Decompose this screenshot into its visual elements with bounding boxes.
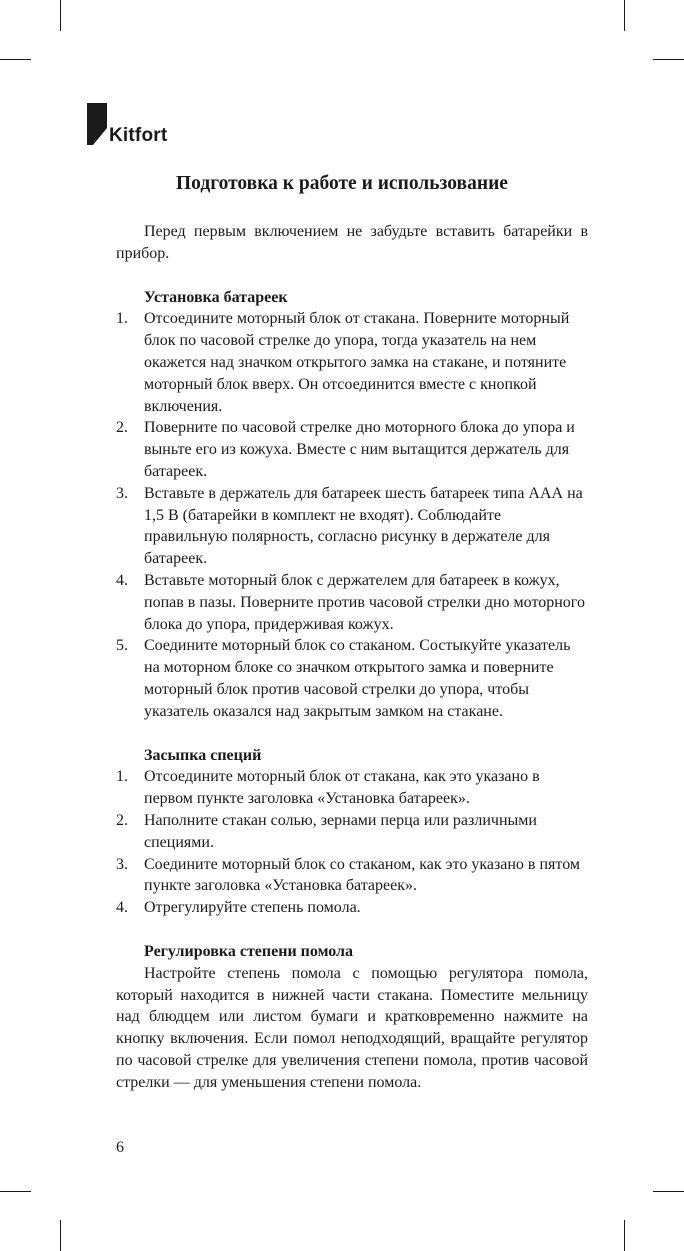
crop-mark-top-left-horizontal [0, 59, 31, 60]
section-heading-battery-install: Установка батареек [144, 288, 288, 306]
list-item-text: Вставьте моторный блок с держателем для батареек в кожух, попав в пазы. Поверните против часовой стрелки дно моторного блока до упора, придерживая кожух. [144, 571, 585, 633]
list-item [116, 766, 588, 810]
section-heading-grind-adjustment: Регулировка степени помола [144, 942, 354, 960]
crop-mark-top-right-vertical [624, 0, 625, 31]
intro-paragraph: Перед первым включением не забудьте вставить батарейки в прибор. [116, 223, 588, 262]
list-item [116, 483, 588, 570]
document-body [116, 221, 588, 1093]
list-item-text: Соедините моторный блок со стаканом, как это указано в пятом пункте заголовка «Установка батареек». [144, 855, 581, 895]
crop-mark-bottom-right-vertical [624, 1220, 625, 1251]
list-item-number: 3. [116, 484, 128, 502]
battery-install-list [116, 308, 588, 722]
crop-mark-bottom-left-vertical [60, 1220, 61, 1251]
list-item-text: Поверните по часовой стрелке дно моторного блока до упора и выньте его из кожуха. Вместе с ним вытащится держатель для батареек. [144, 419, 575, 480]
list-item [116, 308, 588, 417]
grind-adjustment-paragraph: Настройте степень помола с помощью регулятора помола, который находится в нижней части стакана. Поместите мельницу над блюдцем или листом бумаги и кратковременно нажмите на кнопку включения. Если помол неподходящий, вращайте регулятор по часовой стрелке для увеличения степени помола, против часовой стрелки — для уменьшения степени помола. [116, 964, 588, 1091]
list-item-number: 4. [116, 899, 128, 917]
list-item-number: 1. [116, 768, 128, 786]
brand-name: Kitfort [109, 125, 168, 146]
list-item [116, 854, 588, 898]
section-heading-spice-filling: Засыпка специй [144, 746, 262, 764]
list-item-number: 4. [116, 571, 128, 589]
list-item-number: 3. [116, 855, 128, 873]
list-item [116, 810, 588, 854]
list-item [116, 570, 588, 635]
list-item-text: Отсоедините моторный блок от стакана, как это указано в первом пункте заголовка «Установка батареек». [144, 768, 540, 808]
list-item-number: 1. [116, 310, 128, 328]
list-item-text: Наполните стакан солью, зернами перца или различными специями. [144, 811, 537, 851]
list-item-text: Отрегулируйте степень помола. [144, 899, 361, 917]
spice-filling-list [116, 766, 588, 919]
page-title: Подготовка к работе и использование [176, 173, 508, 194]
list-item-number: 2. [116, 419, 128, 437]
list-item-text: Вставьте в держатель для батареек шесть батареек типа ААА на 1,5 В (батарейки в комплект не входят). Соблюдайте правильную полярность, согласно рисунку в держателе для батареек. [144, 484, 583, 568]
list-item [116, 417, 588, 482]
list-item-text: Отсоедините моторный блок от стакана. Поверните моторный блок по часовой стрелке до упора, тогда указатель на нем окажется над значком открытого замка на стакане, и потяните моторный блок вверх. Он отсоединится вместе с кнопкой включения. [144, 310, 570, 415]
crop-mark-top-right-horizontal [653, 59, 684, 60]
crop-mark-bottom-right-horizontal [653, 1191, 684, 1192]
list-item-number: 2. [116, 811, 128, 829]
crop-mark-bottom-left-horizontal [0, 1191, 31, 1192]
list-item-text: Соедините моторный блок со стаканом. Состыкуйте указатель на моторном блоке со значком открытого замка и поверните моторный блок против часовой стрелки до упора, чтобы указатель оказался над закрытым замком на стакане. [144, 637, 571, 720]
list-item [116, 897, 588, 919]
crop-mark-top-left-vertical [60, 0, 61, 31]
list-item [116, 635, 588, 722]
list-item-number: 5. [116, 637, 128, 655]
page-number: 6 [116, 1139, 124, 1156]
